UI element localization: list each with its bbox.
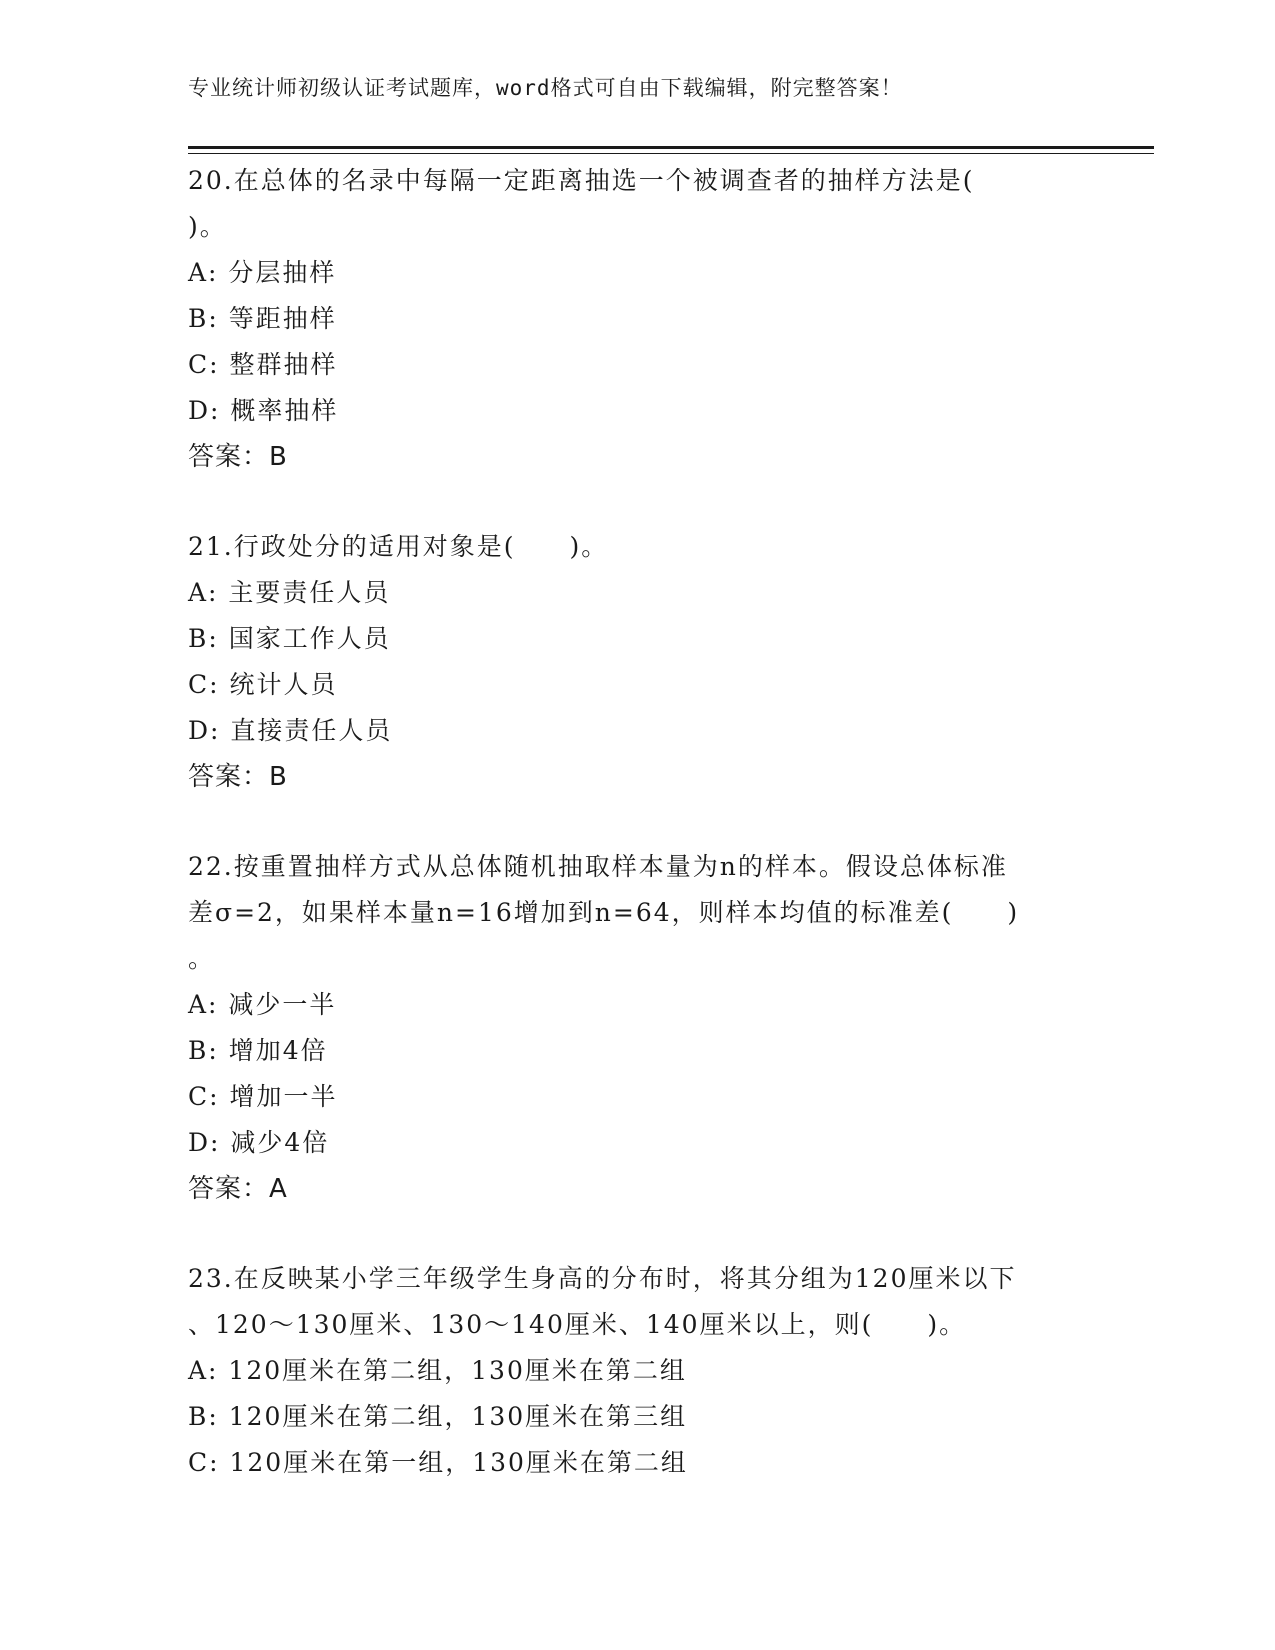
option-a: A: 主要责任人员	[188, 578, 391, 607]
option-b: B: 增加4倍	[188, 1036, 328, 1065]
option-d: D: 概率抽样	[188, 396, 339, 425]
header-rule-thick	[188, 146, 1154, 149]
question-stem: 。	[188, 944, 216, 973]
question-stem: 20.在总体的名录中每隔一定距离抽选一个被调查者的抽样方法是(	[188, 166, 975, 195]
option-a: A: 120厘米在第二组，130厘米在第二组	[188, 1356, 687, 1385]
question-stem: 差σ=2，如果样本量n=16增加到n=64，则样本均值的标准差( )	[188, 898, 1020, 927]
option-c: C: 统计人员	[188, 670, 338, 699]
question-stem: )。	[188, 212, 227, 241]
question-list	[188, 158, 1088, 1486]
option-b: B: 国家工作人员	[188, 624, 391, 653]
option-c: C: 整群抽样	[188, 350, 338, 379]
option-d: D: 直接责任人员	[188, 716, 393, 745]
question-23	[188, 1256, 1088, 1486]
header-rule-thin	[188, 153, 1154, 154]
question-22	[188, 844, 1088, 1212]
question-stem: 、120～130厘米、130～140厘米、140厘米以上，则( )。	[188, 1310, 967, 1339]
question-20	[188, 158, 1088, 480]
option-b: B: 等距抽样	[188, 304, 337, 333]
page-header: 专业统计师初级认证考试题库，word格式可自由下载编辑，附完整答案！	[188, 76, 903, 100]
option-c: C: 120厘米在第一组，130厘米在第二组	[188, 1448, 688, 1477]
option-a: A: 分层抽样	[188, 258, 337, 287]
question-stem: 22.按重置抽样方式从总体随机抽取样本量为n的样本。假设总体标准	[188, 852, 1008, 881]
question-21	[188, 524, 1088, 800]
option-c: C: 增加一半	[188, 1082, 338, 1111]
question-stem: 21.行政处分的适用对象是( )。	[188, 532, 609, 561]
question-stem: 23.在反映某小学三年级学生身高的分布时，将其分组为120厘米以下	[188, 1264, 1017, 1293]
option-d: D: 减少4倍	[188, 1128, 330, 1157]
answer: 答案：A	[188, 1174, 288, 1204]
option-b: B: 120厘米在第二组，130厘米在第三组	[188, 1402, 688, 1431]
answer: 答案：B	[188, 442, 288, 472]
answer: 答案：B	[188, 762, 288, 792]
option-a: A: 减少一半	[188, 990, 337, 1019]
